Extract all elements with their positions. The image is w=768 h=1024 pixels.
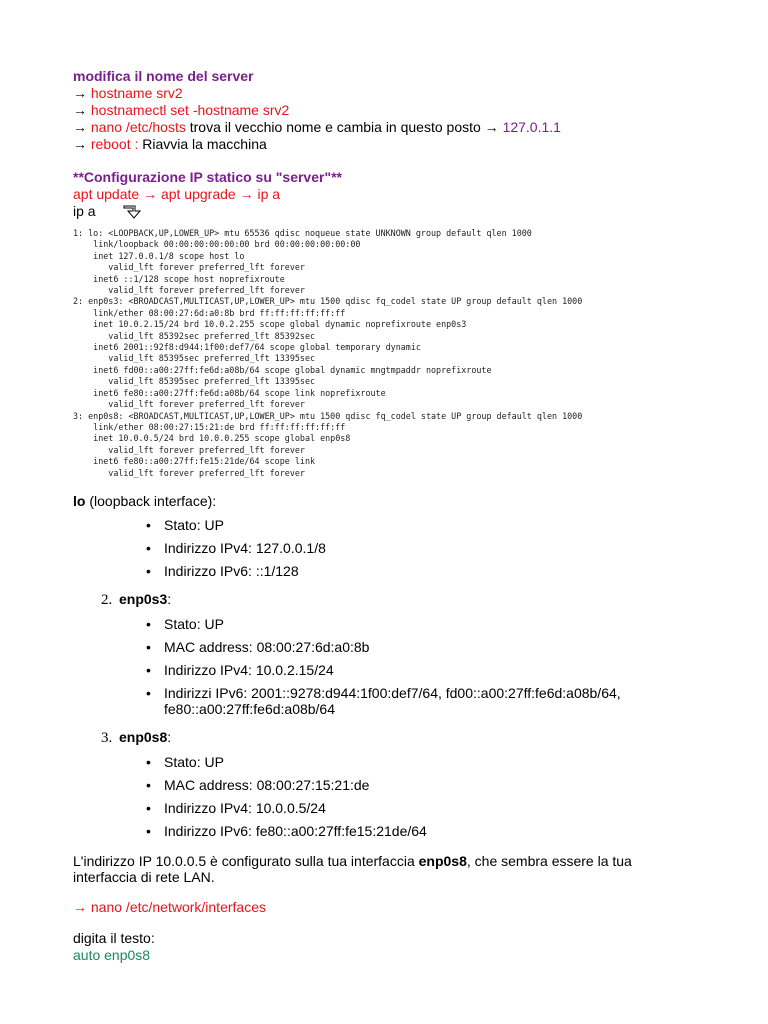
terminal-line: valid_lft 85395sec preferred_lft 13395sec — [73, 376, 316, 387]
step-hosts — [73, 119, 693, 136]
summary-paragraph — [73, 853, 693, 885]
list-item: • Stato: UP — [146, 616, 693, 632]
config-code-line: auto enp0s8 — [73, 946, 151, 963]
step-hostname — [73, 85, 693, 102]
arrow-glyph: → — [73, 119, 87, 135]
arrow-glyph: → — [143, 186, 158, 202]
terminal-line: inet6 ::1/128 scope host noprefixroute — [73, 273, 285, 284]
enp0s3-details — [73, 616, 693, 717]
terminal-line: inet 10.0.0.5/24 brd 10.0.0.255 scope global enp0s8 — [73, 433, 351, 444]
summary-text-a: L'indirizzo IP 10.0.0.5 è configurato sulla tua interfaccia — [73, 852, 419, 869]
terminal-line: inet6 fe80::a00:27ff:fe6d:a08b/64 scope link noprefixroute — [73, 387, 386, 398]
terminal-line: link/loopback 00:00:00:00:00:00 brd 00:00:00:00:00:00 — [73, 239, 361, 250]
terminal-line: valid_lft forever preferred_lft forever — [73, 399, 305, 410]
enp0s3-colon: : — [167, 590, 172, 607]
arrow-glyph: → — [239, 186, 254, 202]
cmd-hostnamectl: hostnamectl set -hostname srv2 — [90, 102, 290, 118]
terminal-output — [73, 228, 693, 479]
loopback-address: 127.0.1.1 — [502, 119, 561, 135]
enp0s3-heading — [73, 591, 693, 609]
list-item: • Indirizzo IPv6: fe80::a00:27ff:fe15:21de/64 — [146, 823, 693, 839]
list-item: • MAC address: 08:00:27:6d:a0:8b — [146, 639, 693, 655]
arrow-glyph: → — [73, 136, 87, 152]
terminal-line: valid_lft forever preferred_lft forever — [73, 285, 305, 296]
terminal-line: valid_lft 85395sec preferred_lft 13395sec — [73, 353, 316, 364]
cmd-apt-upgrade: apt upgrade — [160, 186, 236, 202]
enp0s8-heading — [73, 729, 693, 747]
lo-heading — [73, 493, 693, 510]
enp0s8-colon: : — [167, 728, 172, 745]
terminal-line: link/ether 08:00:27:15:21:de brd ff:ff:ff:ff:ff:ff — [73, 421, 346, 432]
list-item: • Indirizzo IPv4: 127.0.0.1/8 — [146, 540, 693, 556]
enp0s8-number: 3. — [101, 729, 113, 746]
enp0s3-name: enp0s3 — [119, 590, 168, 607]
cmd-reboot: reboot : — [90, 136, 139, 152]
list-item: • MAC address: 08:00:27:15:21:de — [146, 777, 693, 793]
list-item: • Indirizzo IPv6: ::1/128 — [146, 563, 693, 579]
enp0s3-number: 2. — [101, 591, 113, 608]
step-nano-interfaces — [73, 899, 693, 916]
terminal-line: inet 10.0.2.15/24 brd 10.0.2.255 scope global dynamic noprefixroute enp0s3 — [73, 319, 467, 330]
cmd-nano-interfaces: nano /etc/network/interfaces — [90, 898, 266, 915]
terminal-line: link/ether 08:00:27:6d:a0:8b brd ff:ff:ff:ff:ff:ff — [73, 307, 346, 318]
terminal-line: inet6 2001::92f8:d944:1f00:def7/64 scope global temporary dynamic — [73, 342, 421, 353]
section-title-hostname: modifica il nome del server — [73, 68, 254, 84]
step-reboot — [73, 136, 693, 153]
step-hostnamectl — [73, 102, 693, 119]
cmd-nano-hosts: nano /etc/hosts — [90, 119, 186, 135]
summary-interface: enp0s8 — [418, 852, 467, 869]
enp0s8-details — [73, 754, 693, 839]
reboot-description: Riavvia la macchina — [138, 136, 267, 152]
terminal-line: 2: enp0s3: <BROADCAST,MULTICAST,UP,LOWER_UP> mtu 1500 qdisc fq_codel state UP group default qlen 1000 — [73, 296, 583, 307]
lo-name: lo — [73, 492, 86, 509]
lo-details — [73, 517, 693, 579]
terminal-line: valid_lft forever preferred_lft forever — [73, 262, 305, 273]
terminal-line: 1: lo: <LOOPBACK,UP,LOWER_UP> mtu 65536 qdisc noqueue state UNKNOWN group default qlen 1000 — [73, 228, 532, 238]
section-title-static-ip: **Configurazione IP statico su "server"** — [73, 169, 342, 185]
list-item: • Stato: UP — [146, 754, 693, 770]
terminal-line: valid_lft forever preferred_lft forever — [73, 444, 305, 455]
arrow-glyph: → — [73, 898, 87, 915]
cmd-sequence — [73, 186, 693, 203]
cmd-ip-a-red: ip a — [257, 186, 281, 202]
list-item: • Indirizzi IPv6: 2001::9278:d944:1f00:def7/64, fd00::a00:27ff:fe6d:a08b/64, fe80::a00:27ff:fe6d:a08b/64 — [146, 685, 693, 717]
list-item: • Indirizzo IPv4: 10.0.0.5/24 — [146, 800, 693, 816]
document-page — [73, 68, 693, 964]
terminal-line: 3: enp0s8: <BROADCAST,MULTICAST,UP,LOWER_UP> mtu 1500 qdisc fq_codel state UP group default qlen 1000 — [73, 410, 583, 421]
terminal-line: inet6 fe80::a00:27ff:fe15:21de/64 scope link — [73, 456, 316, 467]
summary-text-c: , che sembra essere la tua interfaccia di rete LAN. — [73, 852, 632, 885]
arrow-glyph: → — [73, 102, 87, 118]
arrow-glyph: → — [484, 119, 499, 135]
terminal-line: valid_lft 85392sec preferred_lft 85392sec — [73, 330, 316, 341]
down-arrow-icon — [123, 205, 143, 219]
ip-a-label-row — [73, 203, 693, 220]
terminal-line: inet 127.0.0.1/8 scope host lo — [73, 250, 245, 261]
cmd-apt-update: apt update — [73, 186, 140, 202]
enp0s8-name: enp0s8 — [119, 728, 168, 745]
cmd-hostname: hostname srv2 — [90, 85, 183, 101]
ip-a-label: ip a — [73, 203, 96, 219]
type-text-prompt: digita il testo: — [73, 929, 155, 946]
terminal-line: valid_lft forever preferred_lft forever — [73, 467, 305, 478]
list-item: • Indirizzo IPv4: 10.0.2.15/24 — [146, 662, 693, 678]
hosts-instruction: trova il vecchio nome e cambia in questo posto — [185, 119, 485, 135]
lo-description: (loopback interface): — [85, 492, 217, 509]
arrow-glyph: → — [73, 85, 87, 101]
list-item: • Stato: UP — [146, 517, 693, 533]
terminal-line: inet6 fd00::a00:27ff:fe6d:a08b/64 scope global dynamic mngtmpaddr noprefixroute — [73, 364, 492, 375]
